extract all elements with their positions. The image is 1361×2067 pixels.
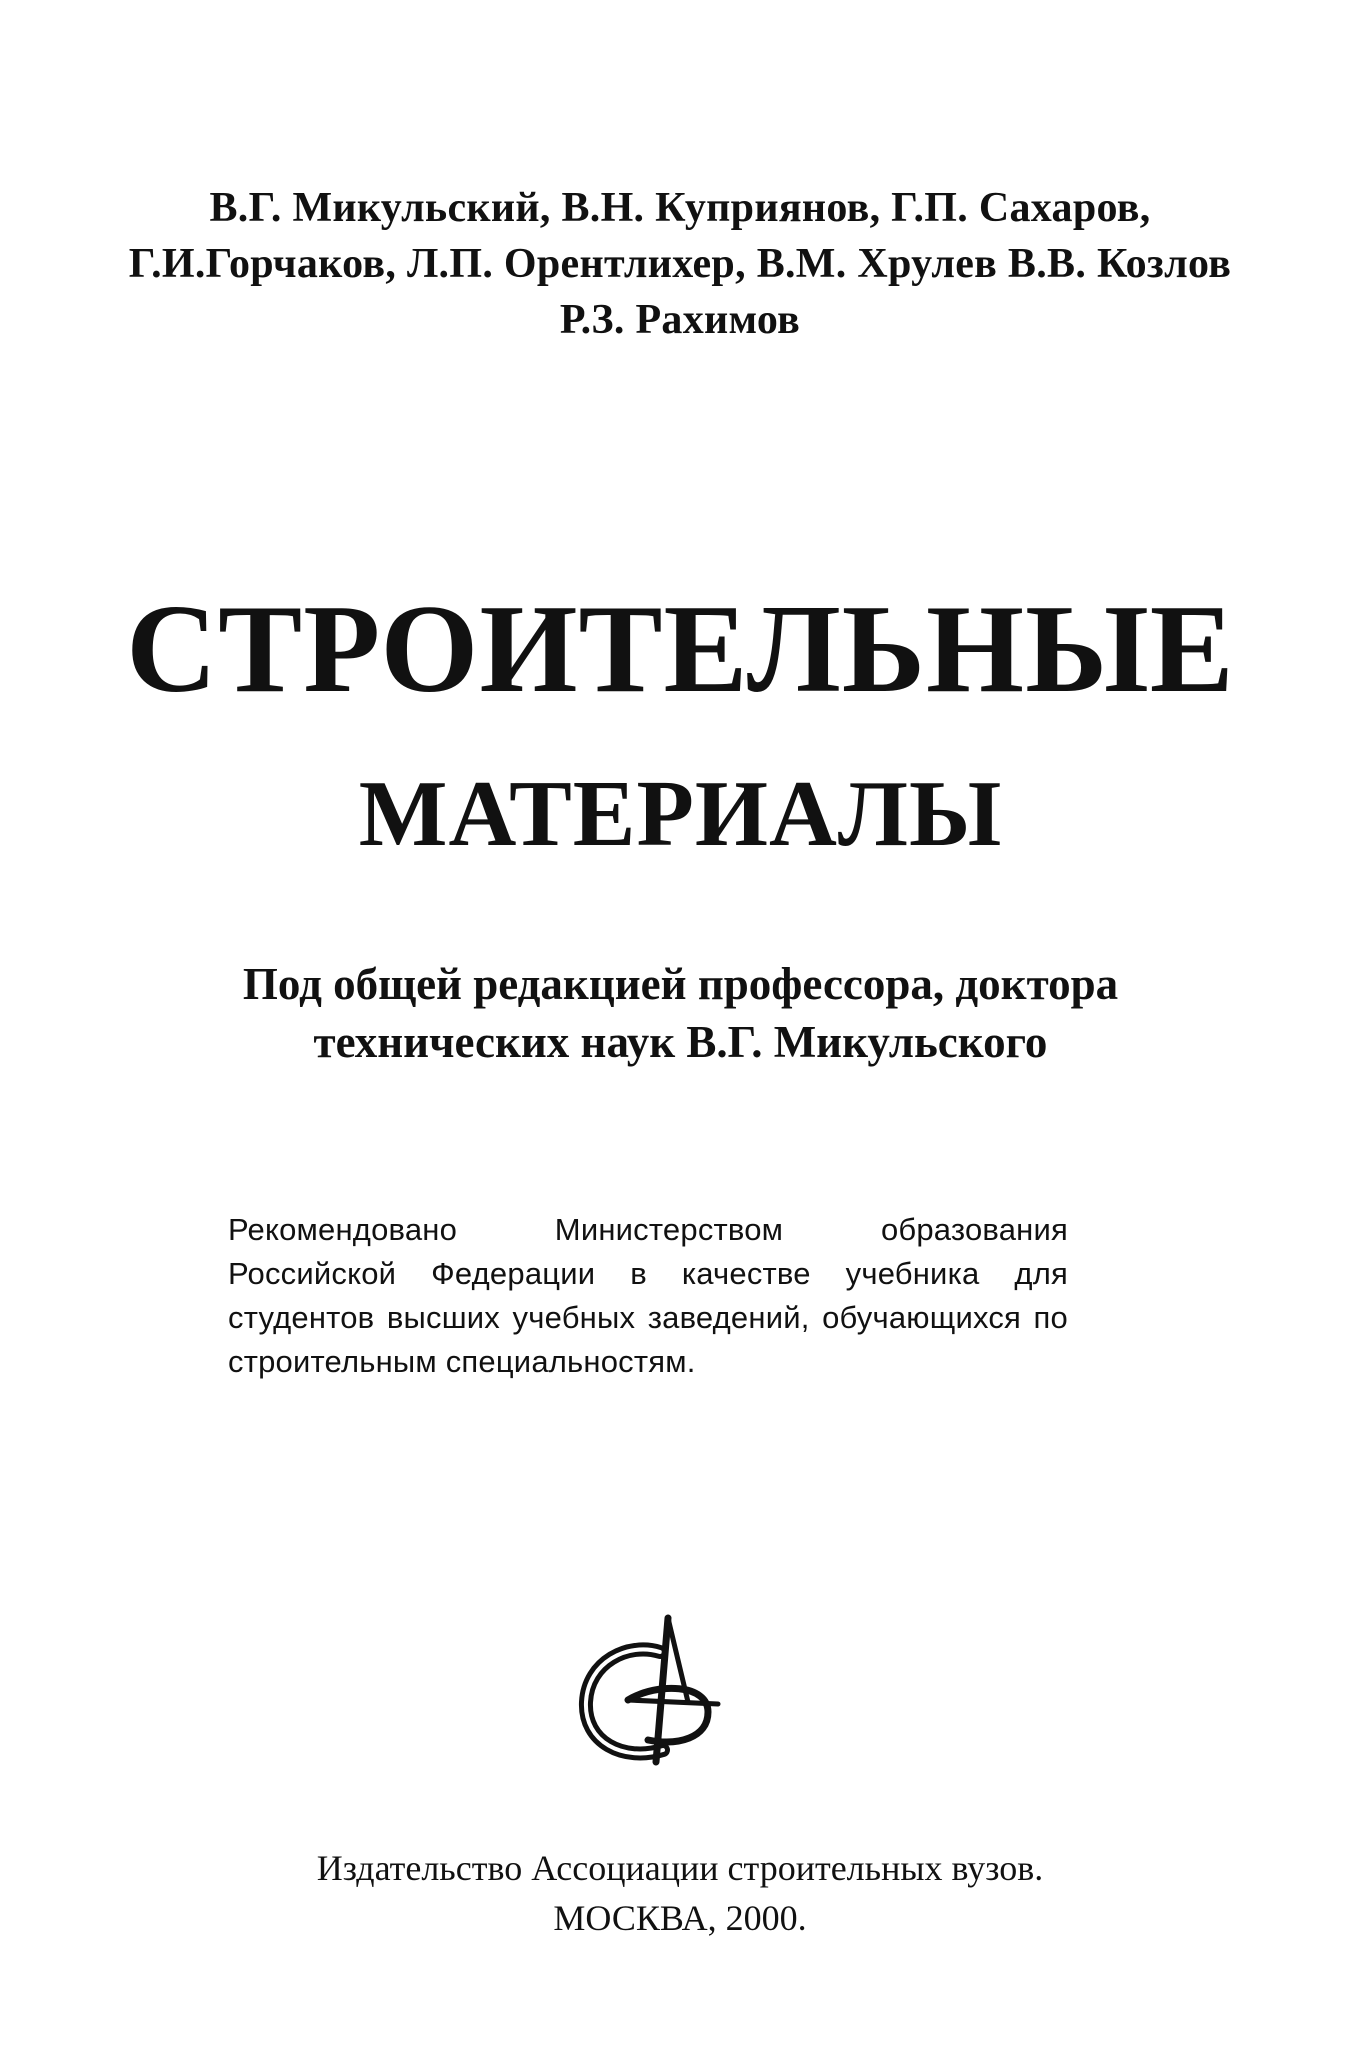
book-subtitle: МАТЕРИАЛЫ (358, 762, 1003, 866)
recommendation-line: студентов высших учебных заведений, обучающихся по (228, 1300, 1068, 1335)
publisher-city-year: МОСКВА, 2000. (553, 1898, 807, 1938)
authors-line: В.Г. Микульский, В.Н. Куприянов, Г.П. Сахаров, (209, 185, 1151, 231)
authors-line: Г.И.Горчаков, Л.П. Орентлихер, В.М. Хрулев В.В. Козлов (128, 241, 1232, 287)
publisher-logo-icon (568, 1612, 738, 1772)
recommendation-paragraph (228, 1208, 1068, 1384)
recommendation-line: Российской Федерации в качестве учебника для (228, 1256, 1068, 1291)
book-title: СТРОИТЕЛЬНЫЕ (126, 580, 1235, 719)
publisher-block (80, 1843, 1280, 1943)
editor-note (60, 955, 1301, 1071)
recommendation-line: Рекомендовано Министерством образования (228, 1212, 1068, 1247)
publisher-name: Издательство Ассоциации строительных вузов. (316, 1848, 1044, 1888)
recommendation-line: строительным специальностям. (228, 1344, 696, 1379)
authors-block (80, 180, 1280, 348)
authors-line: Р.З. Рахимов (559, 297, 801, 343)
editor-line: технических наук В.Г. Микульского (313, 1017, 1048, 1067)
editor-line: Под общей редакцией профессора, доктора (242, 959, 1119, 1009)
